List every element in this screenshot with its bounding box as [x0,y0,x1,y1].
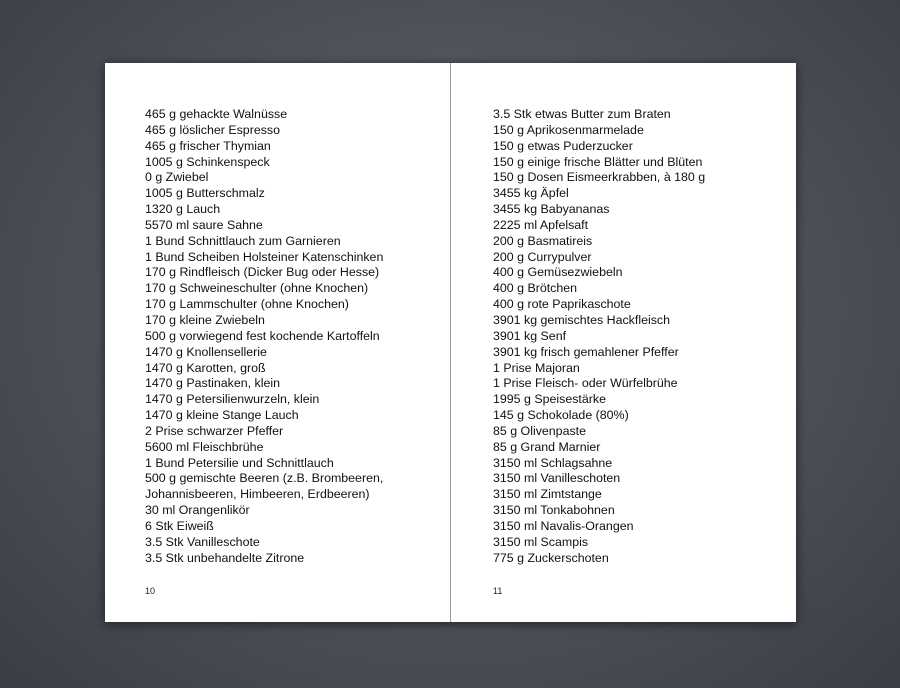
ingredient-line: 5600 ml Fleischbrühe [145,439,264,454]
ingredient-line: 3.5 Stk unbehandelte Zitrone [145,550,305,565]
ingredient-line: 1005 g Schinkenspeck [145,154,270,169]
ingredient-line: 5570 ml saure Sahne [145,217,263,232]
ingredient-line: 465 g frischer Thymian [145,138,271,153]
book-spread [105,63,796,622]
ingredient-line: 465 g löslicher Espresso [145,122,280,137]
ingredient-line: 1320 g Lauch [145,202,221,217]
ingredient-line: 3455 kg Äpfel [493,186,569,201]
ingredient-list-left [145,107,383,566]
ingredient-line: 3.5 Stk Vanilleschote [145,534,260,549]
ingredient-list-right [493,107,705,566]
ingredient-line: 500 g vorwiegend fest kochende Kartoffeln [145,328,380,343]
ingredient-line: 3901 kg frisch gemahlener Pfeffer [493,344,679,359]
ingredient-line: 3.5 Stk etwas Butter zum Braten [493,107,671,121]
ingredient-line: 0 g Zwiebel [145,170,209,185]
ingredient-line: 85 g Olivenpaste [493,423,586,438]
ingredient-line: 170 g Rindfleisch (Dicker Bug oder Hesse) [145,265,380,280]
ingredient-line: 1470 g Knollensellerie [145,344,267,359]
ingredient-line: 3150 ml Navalis-Orangen [493,518,634,533]
ingredient-line: 1 Prise Fleisch- oder Würfelbrühe [493,376,678,391]
ingredient-line: 1470 g Petersilienwurzeln, klein [145,392,320,407]
ingredient-line: Johannisbeeren, Himbeeren, Erdbeeren) [145,487,370,502]
ingredient-line: 2225 ml Apfelsaft [493,217,589,232]
ingredient-line: 85 g Grand Marnier [493,439,601,454]
ingredient-line: 3455 kg Babyananas [493,202,610,217]
ingredient-line: 1470 g kleine Stange Lauch [145,408,299,423]
page-number-left: 10 [145,586,156,596]
ingredient-line: 500 g gemischte Beeren (z.B. Brombeeren, [145,471,384,486]
ingredient-line: 150 g einige frische Blätter und Blüten [493,154,703,169]
ingredient-line: 400 g Gemüsezwiebeln [493,265,623,280]
ingredient-line: 200 g Currypulver [493,249,592,264]
ingredient-line: 170 g kleine Zwiebeln [145,312,265,327]
ingredient-line: 1005 g Butterschmalz [145,186,265,201]
ingredient-line: 150 g Aprikosenmarmelade [493,122,644,137]
ingredient-line: 400 g Brötchen [493,281,578,296]
ingredient-line: 145 g Schokolade (80%) [493,408,629,423]
ingredient-line: 150 g etwas Puderzucker [493,138,633,153]
ingredient-line: 3150 ml Scampis [493,534,589,549]
ingredient-line: 3150 ml Tonkabohnen [493,503,615,518]
ingredient-line: 3901 kg gemischtes Hackfleisch [493,312,670,327]
ingredient-line: 3901 kg Senf [493,328,567,343]
ingredient-line: 170 g Lammschulter (ohne Knochen) [145,297,349,312]
ingredient-line: 3150 ml Zimtstange [493,487,602,502]
ingredient-line: 1470 g Pastinaken, klein [145,376,281,391]
ingredient-line: 1 Bund Petersilie und Schnittlauch [145,455,334,470]
ingredient-line: 1470 g Karotten, groß [145,360,266,375]
ingredient-line: 6 Stk Eiweiß [145,518,214,533]
ingredient-line: 3150 ml Vanilleschoten [493,471,621,486]
ingredient-line: 3150 ml Schlagsahne [493,455,613,470]
ingredient-line: 170 g Schweineschulter (ohne Knochen) [145,281,369,296]
ingredient-line: 775 g Zuckerschoten [493,550,609,565]
left-page [105,63,450,622]
ingredient-line: 2 Prise schwarzer Pfeffer [145,423,284,438]
page-number-right: 11 [493,586,503,596]
ingredient-line: 30 ml Orangenlikör [145,503,250,518]
ingredient-line: 1 Bund Scheiben Holsteiner Katenschinken [145,249,384,264]
right-page [451,63,796,622]
ingredient-line: 1995 g Speisestärke [493,392,606,407]
ingredient-line: 200 g Basmatireis [493,233,593,248]
ingredient-line: 1 Prise Majoran [493,360,580,375]
ingredient-line: 465 g gehackte Walnüsse [145,107,288,121]
ingredient-line: 1 Bund Schnittlauch zum Garnieren [145,233,341,248]
ingredient-line: 400 g rote Paprikaschote [493,297,631,312]
ingredient-line: 150 g Dosen Eismeerkrabben, à 180 g [493,170,706,185]
